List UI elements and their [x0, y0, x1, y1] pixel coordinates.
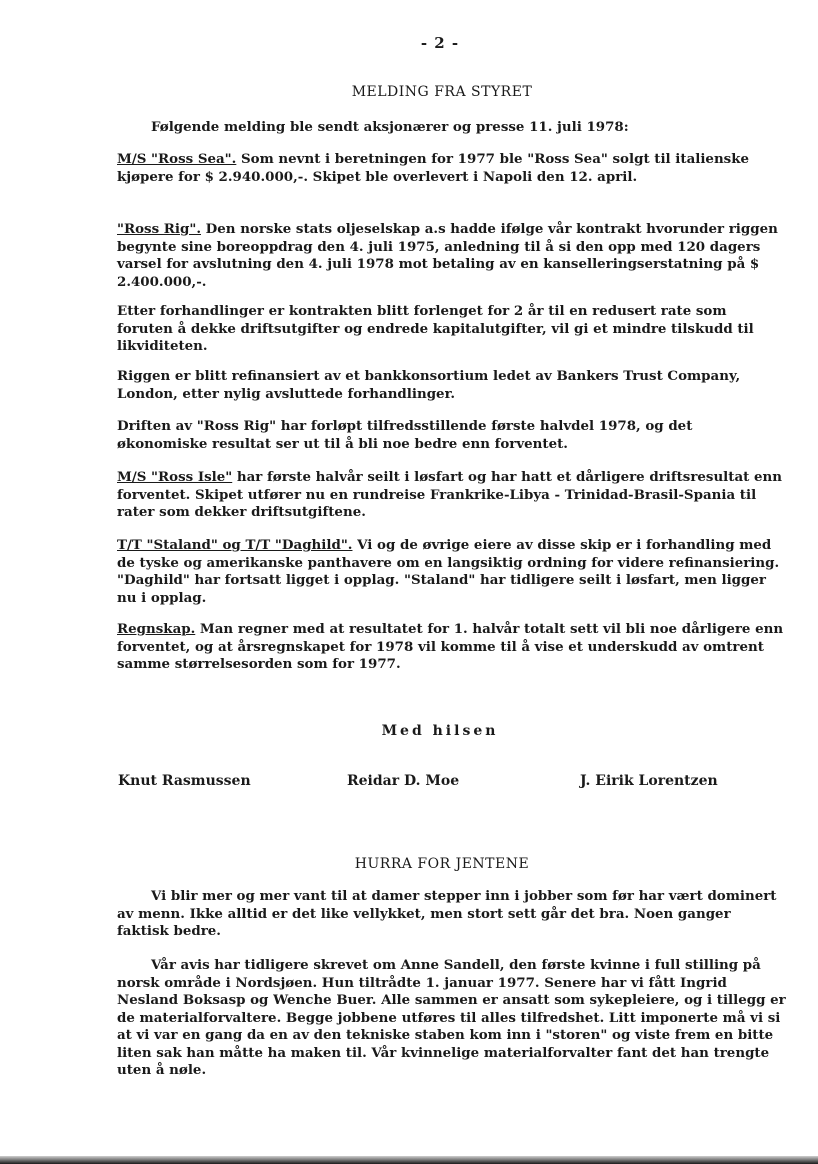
paragraph-lead: M/S "Ross Sea". [117, 151, 237, 167]
signature: Reidar D. Moe [347, 773, 460, 789]
signature: J. Eirik Lorentzen [580, 773, 718, 789]
paragraph-ross-rig [117, 221, 787, 291]
paragraph-text: Som nevnt i beretningen for 1977 ble "Ross Sea" solgt til italienske kjøpere for $ 2.940.000,-. Skipet ble overlevert i Napoli den 12. april. [117, 151, 750, 185]
section-title-hurra: HURRA FOR JENTENE [354, 856, 530, 872]
paragraph-staland-daghild [117, 537, 787, 607]
paragraph-regnskap [117, 621, 787, 674]
paragraph-ross-isle [117, 469, 787, 522]
paragraph-lead: M/S "Ross Isle" [117, 469, 233, 485]
signature: Knut Rasmussen [118, 773, 251, 789]
article-paragraph: Vår avis har tidligere skrevet om Anne Sandell, den første kvinne i full stilling på norsk område i Nordsjøen. Hun tiltrådte 1. januar 1977. Senere har vi fått Ingrid Nesland Boksasp og Wenche Buer. Alle sammen er ansatt som sykepleiere, og i tillegg er de materialforvaltere. Begge jobbene utføres til alles tilfredshet. Litt imponerte må vi si at vi var en gang da en av den tekniske staben kom inn i "storen" og viste frem en bitte liten sak han måtte ha maken til. Vår kvinnelige materialforvalter fant det han trengte uten å nøle. [117, 957, 786, 1078]
paragraph-text: har første halvår seilt i løsfart og har hatt et dårligere driftsresultat enn forventet. Skipet utfører nu en rundreise Frankrike-Libya - Trinidad-Brasil-Spania til rater som dekker driftsutgiftene. [117, 469, 782, 520]
paragraph-text: Den norske stats oljeselskap a.s hadde ifølge vår kontrakt hvorunder riggen begynte sine boreoppdrag den 4. juli 1975, anledning til å si den opp med 120 dagers varsel for avslutning den 4. juli 1978 mot betaling av en kanselleringserstatning på $ 2.400.000,-. [117, 221, 778, 290]
paragraph-text: Vi og de øvrige eiere av disse skip er i forhandling med de tyske og amerikanske panthavere om en langsiktig ordning for videre refinansiering. "Daghild" har fortsatt ligget i opplag. "Staland" har tidligere seilt i løsfart, men ligger nu i opplag. [117, 537, 780, 606]
intro-paragraph: Følgende melding ble sendt aksjonærer og presse 11. juli 1978: [151, 119, 629, 135]
paragraph-text: Riggen er blitt refinansiert av et bankkonsortium ledet av Bankers Trust Company, London, etter nylig avsluttede forhandlinger. [117, 368, 741, 402]
paragraph-drift [117, 418, 787, 453]
paragraph-lead: Regnskap. [117, 621, 196, 637]
paragraph-lead: "Ross Rig". [117, 221, 201, 237]
paragraph-refinansiering [117, 368, 787, 403]
paragraph-text: Etter forhandlinger er kontrakten blitt forlenget for 2 år til en redusert rate som foruten å dekke driftsutgifter og endrede kapitalutgifter, vil gi et mindre tilskudd til likviditeten. [117, 303, 754, 354]
paragraph-ross-sea [117, 151, 787, 186]
page-number: - 2 - [420, 34, 460, 52]
article-paragraph: Vi blir mer og mer vant til at damer stepper inn i jobber som før har vært dominert av menn. Ikke alltid er det like vellykket, men stort sett går det bra. Noen ganger faktisk bedre. [117, 888, 777, 939]
greeting: Med hilsen [381, 723, 499, 739]
paragraph-text: Driften av "Ross Rig" har forløpt tilfredsstillende første halvdel 1978, og det økonomiske resultat ser ut til å bli noe bedre enn forventet. [117, 418, 693, 452]
page-bottom-edge [0, 1156, 818, 1164]
section-title-melding: MELDING FRA STYRET [351, 84, 533, 100]
paragraph-lead: T/T "Staland" og T/T "Daghild". [117, 537, 353, 553]
paragraph-text: Man regner med at resultatet for 1. halvår totalt sett vil bli noe dårligere enn forventet, og at årsregnskapet for 1978 vil komme til å vise et underskudd av omtrent samme størrelsesorden som for 1977. [117, 621, 784, 672]
paragraph-kontrakt [117, 303, 787, 356]
